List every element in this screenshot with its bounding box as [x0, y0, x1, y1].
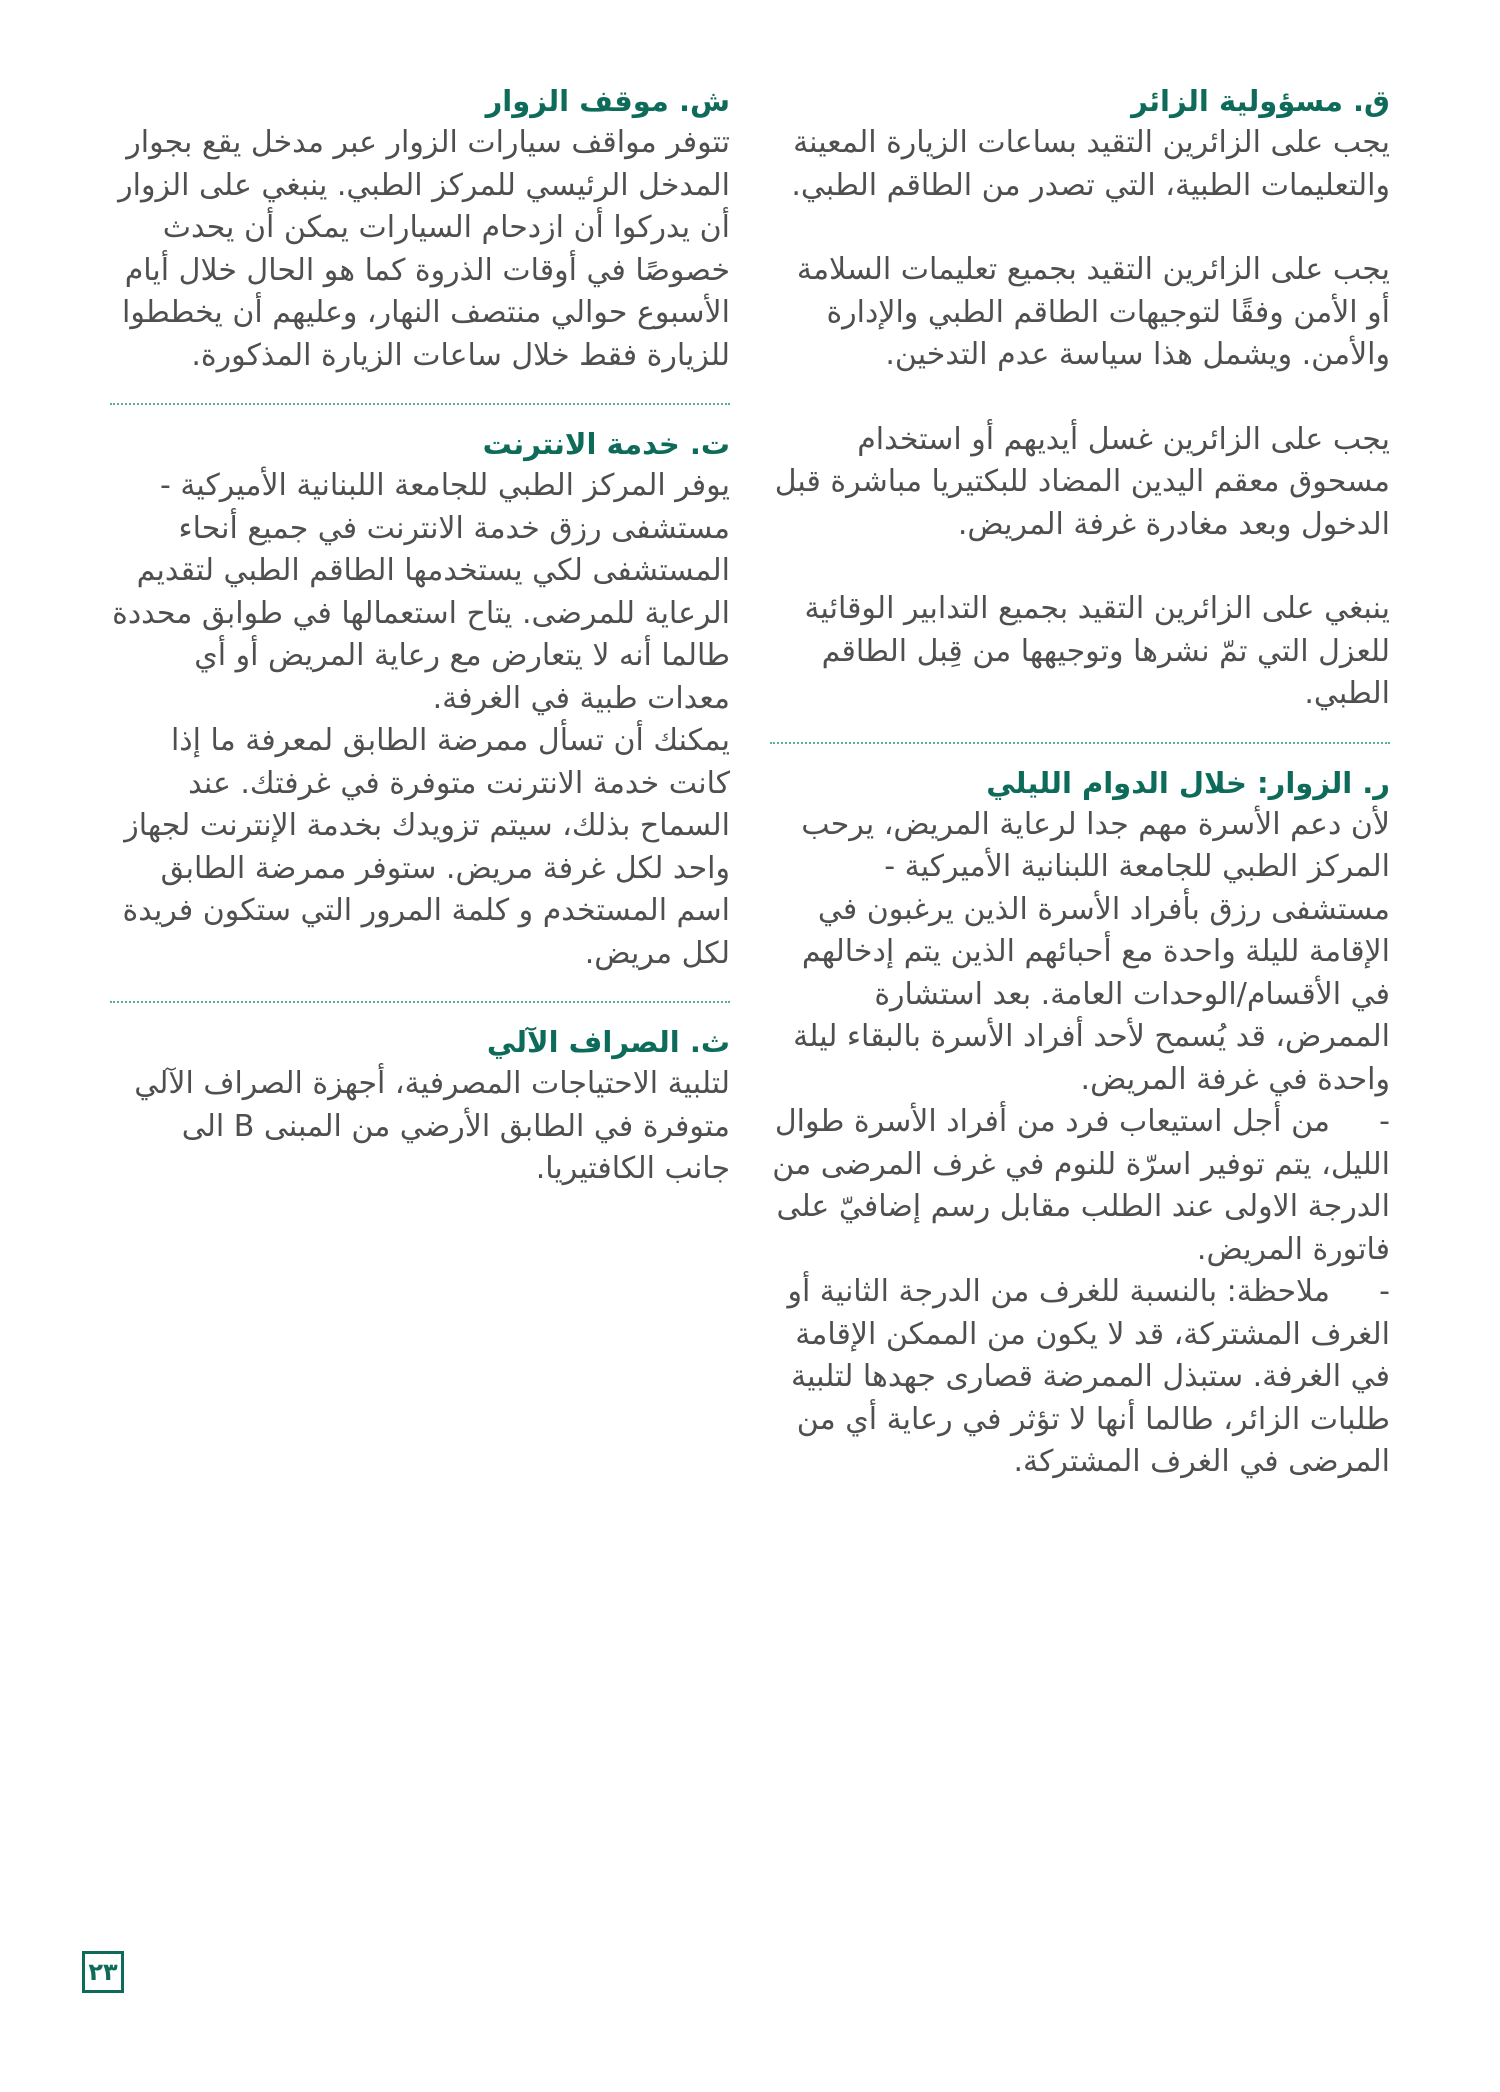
bullet-marker: - [1379, 1274, 1390, 1309]
paragraph: ينبغي على الزائرين التقيد بجميع التدابير الوقائية للعزل التي تمّ نشرها وتوجيهها من قِبل الطاقم الطبي. [804, 591, 1390, 711]
section-atm [110, 1021, 730, 1191]
section-visitor-responsibility [770, 80, 1390, 716]
section-internet-service [110, 423, 730, 975]
paragraph: يجب على الزائرين غسل أيديهم أو استخدام مسحوق معقم اليدين المضاد للبكتيريا مباشرة قبل الدخول وبعد مغادرة غرفة المريض. [774, 421, 1390, 542]
section-title: ث. الصراف الآلي [486, 1025, 730, 1059]
section-title: ق. مسؤولية الزائر [1131, 84, 1390, 118]
paragraph: يوفر المركز الطبي للجامعة اللبنانية الأميركية - مستشفى رزق خدمة الانترنت في جميع أنحاء المستشفى لكي يستخدمها الطاقم الطبي لتقديم الرعاية للمرضى. يتاح استعمالها في طوابق محددة طالما أنه لا يتعارض مع رعاية المريض أو أي معدات طبية في الغرفة. [112, 468, 730, 716]
bullet-item [770, 1271, 1390, 1484]
bullet-item [770, 1101, 1390, 1271]
right-column [770, 80, 1390, 1484]
section-divider [770, 742, 1390, 744]
bullet-marker: - [1379, 1104, 1390, 1139]
section-divider [110, 1001, 730, 1003]
paragraph: لأن دعم الأسرة مهم جدا لرعاية المريض، يرحب المركز الطبي للجامعة اللبنانية الأميركية - مستشفى رزق بأفراد الأسرة الذين يرغبون في الإقامة لليلة واحدة مع أحبائهم الذين يتم إدخالهم في الأقسام/الوحدات العامة. بعد استشارة الممرض، قد يُسمح لأحد أفراد الأسرة بالبقاء ليلة واحدة في غرفة المريض. [793, 806, 1390, 1097]
paragraph: يجب على الزائرين التقيد بساعات الزيارة المعينة والتعليمات الطبية، التي تصدر من الطاقم الطبي. [791, 125, 1390, 203]
section-title: ر. الزوار: خلال الدوام الليلي [986, 765, 1390, 800]
bullet-text: ملاحظة: بالنسبة للغرف من الدرجة الثانية أو الغرف المشتركة، قد لا يكون من الممكن الإقامة في الغرفة. ستبذل الممرضة قصارى جهدها لتلبية طلبات الزائر، طالما أنها لا تؤثر في رعاية أي من المرضى في الغرف المشتركة. [787, 1274, 1390, 1479]
section-divider [110, 403, 730, 405]
section-visitor-parking [110, 80, 730, 377]
section-title: ش. موقف الزوار [485, 84, 730, 118]
paragraph: يجب على الزائرين التقيد بجميع تعليمات السلامة أو الأمن وفقًا لتوجيهات الطاقم الطبي والإدارة والأمن. ويشمل هذا سياسة عدم التدخين. [796, 252, 1390, 372]
page-number: ٢٣ [82, 1951, 124, 1993]
paragraph: تتوفر مواقف سيارات الزوار عبر مدخل يقع بجوار المدخل الرئيسي للمركز الطبي. ينبغي على الزوار أن يدركوا أن ازدحام السيارات يمكن أن يحدث خصوصًا في أوقات الذروة كما هو الحال خلال أيام الأسبوع حوالي منتصف النهار، وعليهم أن يخططوا للزيارة فقط خلال ساعات الزيارة المذكورة. [118, 125, 730, 373]
paragraph: يمكنك أن تسأل ممرضة الطابق لمعرفة ما إذا كانت خدمة الانترنت متوفرة في غرفتك. عند السماح بذلك، سيتم تزويدك بخدمة الإنترنت لجهاز واحد لكل غرفة مريض. ستوفر ممرضة الطابق اسم المستخدم و كلمة المرور التي ستكون فريدة لكل مريض. [122, 723, 730, 971]
left-column [110, 80, 730, 1191]
paragraph: لتلبية الاحتياجات المصرفية، أجهزة الصراف الآلي متوفرة في الطابق الأرضي من المبنى B الى جانب الكافتيريا. [134, 1066, 730, 1186]
section-overnight-visitors [770, 762, 1390, 1484]
section-title: ت. خدمة الانترنت [482, 427, 730, 461]
bullet-text: من أجل استيعاب فرد من أفراد الأسرة طوال الليل، يتم توفير اسرّة للنوم في غرف المرضى من الدرجة الاولى عند الطلب مقابل رسم إضافيّ على فاتورة المريض. [772, 1104, 1390, 1267]
